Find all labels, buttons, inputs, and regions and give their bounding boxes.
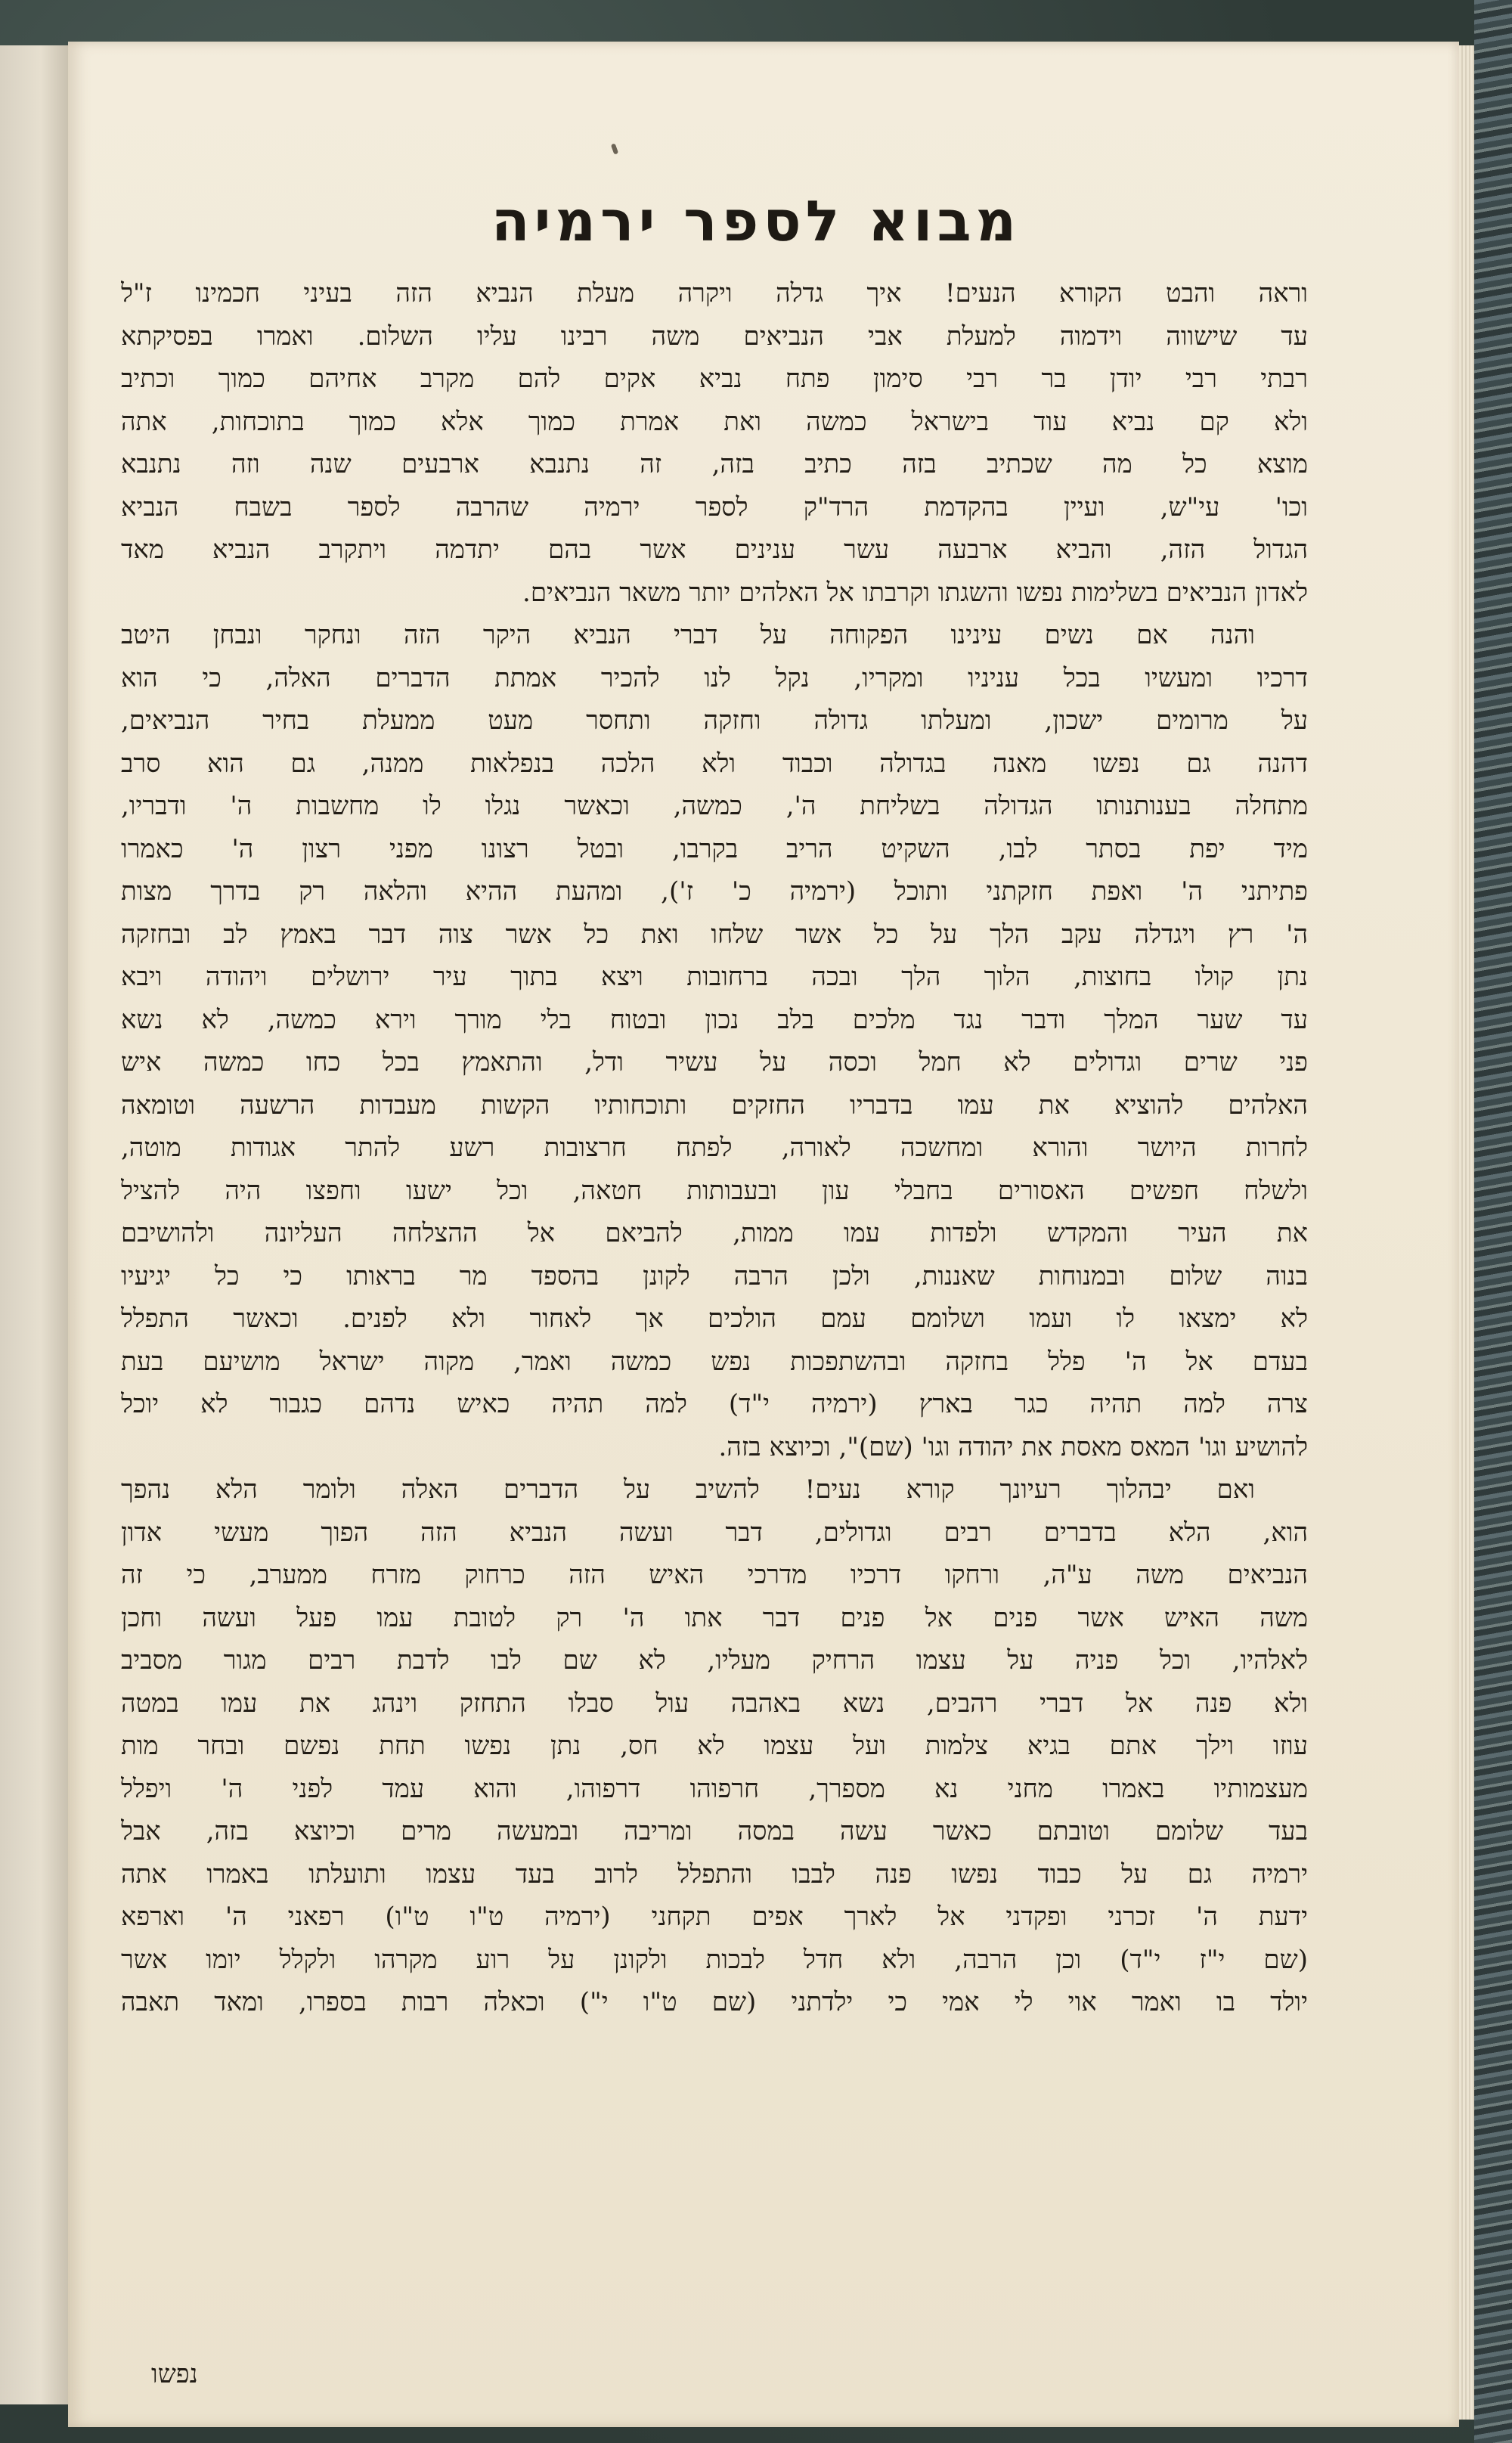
text-line: האלהים להוציא את עמו בדבריו החזקים ותוכחותיו הקשות מעבדות הרשעה וטומאה bbox=[121, 1090, 1308, 1121]
text-line: ה' רץ ויגדלה עקב הלך על כל אשר שלחו ואת כל אשר צוה דבר באמץ לב ובחזקה bbox=[121, 919, 1308, 950]
text-line: מתחלה בענותנותו הגדולה בשליחת ה', כמשה, וכאשר נגלו לו מחשבות ה' ודבריו, bbox=[121, 791, 1308, 821]
text-line: עד שער המלך ודבר נגד מלכים בלב נכון ובטוח בלי מורך וירא כמשה, לא נשא bbox=[121, 1004, 1308, 1035]
text-line: ירמיה גם על כבוד נפשו פנה לבבו והתפלל לרוב בעד עצמו ותועלתו באמרו אתה bbox=[121, 1859, 1308, 1890]
text-line: ולא קם נביא עוד בישראל כמשה ואת אמרת כמוך אלא כמוך בתוכחות, אתה bbox=[121, 406, 1308, 437]
text-line: והנה אם נשים עינינו הפקוחה על דברי הנביא היקר הזה ונחקר ונבחן היטב bbox=[121, 620, 1255, 650]
text-line: לאדון הנביאים בשלימות נפשו והשגתו וקרבתו אל האלהים יותר משאר הנביאים. bbox=[522, 577, 1308, 608]
text-line: מיד יפת בסתר לבו, השקיט הריב בקרבו, ובטל רצונו מפני רצון ה' כאמרו bbox=[121, 833, 1308, 864]
text-line: הגדול הזה, והביא ארבעה עשר ענינים אשר בהם יתדמה ויתקרב הנביא מאד bbox=[121, 535, 1308, 565]
text-line: לחרות היושר והורא ומחשכה לאורה, לפתח חרצובות רשע להתר אגודות מוטה, bbox=[121, 1133, 1308, 1163]
text-line: דרכיו ומעשיו בכל עניניו ומקריו, נקל לנו להכיר אמתת הדברים האלה, כי הוא bbox=[121, 662, 1308, 693]
ink-mark bbox=[611, 143, 618, 154]
text-line: על מרומים ישכון, ומעלתו גדולה וחזקה ותחסר מעט ממעלת בחיר הנביאים, bbox=[121, 705, 1308, 736]
text-line: להושיע וגו' המאס מאסת את יהודה וגו' (שם)", וכיוצא בזה. bbox=[718, 1431, 1308, 1462]
text-line: וכו' עי"ש, ועיין בהקדמת הרד"ק לספר ירמיה שהרבה לספר בשבח הנביא bbox=[121, 491, 1308, 522]
text-line: ולשלח חפשים האסורים בחבלי עון ובעבותות חטאה, וכל ישעו וחפצו היה להציל bbox=[121, 1175, 1308, 1206]
text-line: צרה למה תהיה כגר בארץ (ירמיה י"ד) למה תהיה כאיש נדהם כגבור לא יוכל bbox=[121, 1389, 1308, 1419]
text-line: פתיתני ה' ואפת חזקתני ותוכל (ירמיה כ' ז'), ומהעת ההיא והלאה רק בדרך מצות bbox=[121, 876, 1308, 907]
text-line: הוא, הלא בדברים רבים וגדולים, דבר ועשה הנביא הזה הפוך מעשי אדון bbox=[121, 1517, 1308, 1548]
page-title: מבוא לספר ירמיה bbox=[491, 189, 1021, 254]
text-line: בעד שלומם וטובתם כאשר עשה במסה ומריבה ובמעשה מרים וכיוצא בזה, אבל bbox=[121, 1816, 1308, 1846]
marbled-cover-edge bbox=[1474, 0, 1512, 2443]
text-line: בעדם אל ה' פלל בחזקה ובהשתפכות נפש כמשה ואמר, מקוה ישראל מושיעם בעת bbox=[121, 1346, 1308, 1377]
text-line: נתן קולו בחוצות, הלוך הלך ובכה ברחובות ויצא בתוך עיר ירושלים ויהודה ויבא bbox=[121, 962, 1308, 992]
text-line: ולא פנה אל דברי רהבים, נשא באהבה עול סבלו התחזק וינהג את עמו במטה bbox=[121, 1688, 1308, 1719]
text-line: וראה והבט הקורא הנעים! איך גדלה ויקרה מעלת הנביא הזה בעיני חכמינו ז"ל bbox=[121, 278, 1308, 308]
text-line: משה האיש אשר פנים אל פנים דבר אתו ה' רק לטובת עמו פעל ועשה וחכן bbox=[121, 1602, 1308, 1633]
text-line: ידעת ה' זכרני ופקדני אל לארך אפים תקחני (ירמיה ט"ו ט"ו) רפאני ה' וארפא bbox=[121, 1902, 1308, 1932]
text-line: עד שישווה וידמוה למעלת אבי הנביאים משה רבינו עליו השלום. ואמרו בפסיקתא bbox=[121, 321, 1308, 352]
text-line: יולד בו ואמר אוי לי אמי כי ילדתני (שם ט"ו י") וכאלה רבות בספרו, ומאד תאבה bbox=[121, 1987, 1308, 2017]
text-line: מעצמותיו באמרו מחני נא מספרך, חרפוהו דרפוהו, והוא עמד לפני ה' ויפלל bbox=[121, 1773, 1308, 1804]
text-line: ואם יבהלוך רעיונך קורא נעים! להשיב על הדברים האלה ולומר הלא נהפך bbox=[121, 1474, 1255, 1505]
facing-page-edge bbox=[0, 45, 70, 2404]
text-line: רבתי רבי יודן בר רבי סימון פתח נביא אקים להם מקרב אחיהם כמוך וכתיב bbox=[121, 364, 1308, 394]
text-line: (שם י"ז י"ד) וכן הרבה, ולא חדל לבכות ולקונן על רוע מקרהו ולקלל יומו אשר bbox=[121, 1944, 1308, 1975]
text-line: בנוה שלום ובמנוחות שאננות, ולכן הרבה לקונן בהספד מר בראותו כי כל יגיעיו bbox=[121, 1260, 1308, 1291]
text-line: הנביאים משה ע"ה, ורחקו דרכיו מדרכי האיש הזה כרחוק מזרח ממערב, כי זה bbox=[121, 1560, 1308, 1590]
catchword: נפשו bbox=[151, 2359, 198, 2389]
text-line: דהנה גם נפשו מאנה בגדולה וכבוד ולא הלכה בנפלאות ממנה, גם הוא סרב bbox=[121, 748, 1308, 779]
text-line: פני שרים וגדולים לא חמל וכסה על עשיר ודל, והתאמץ בכל כחו כמשה איש bbox=[121, 1047, 1308, 1077]
text-line: לא ימצאו לו ועמו ושלומם עמם הולכים אך לאחור ולא לפנים. וכאשר התפלל bbox=[121, 1304, 1308, 1334]
body-text bbox=[121, 272, 1308, 2024]
text-line: עוזו וילך אתם בגיא צלמות ועל עצמו לא חס, נתן נפשו תחת נפשם ובחר מות bbox=[121, 1731, 1308, 1761]
text-line: לאלהיו, וכל פניה על עצמו הרחיק מעליו, לא שם לבו לדבת רבים מגור מסביב bbox=[121, 1645, 1308, 1676]
text-line: את העיר והמקדש ולפדות עמו ממות, להביאם אל ההצלחה העליונה ולהושיבם bbox=[121, 1218, 1308, 1248]
text-line: מוצא כל מה שכתיב בזה כתיב בזה, זה נתנבא ארבעים שנה וזה נתנבא bbox=[121, 449, 1308, 479]
